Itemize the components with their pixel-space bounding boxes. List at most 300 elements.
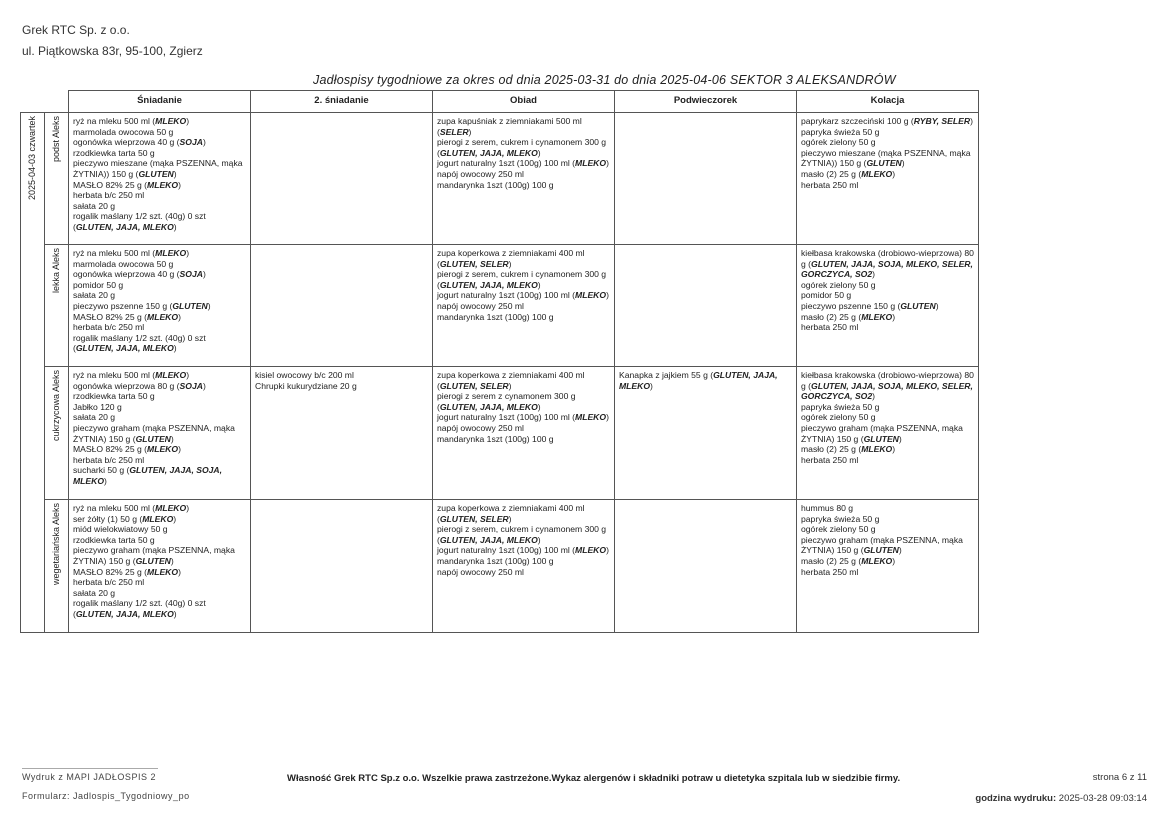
menu-item-text: herbata b/c 250 ml [73,454,145,465]
menu-item [801,370,974,402]
menu-item [73,116,246,127]
menu-item-text: mandarynka 1szt (100g) 100 g [437,433,554,444]
menu-item [801,180,974,191]
menu-item [437,503,610,524]
menu-item-close: ) [872,391,876,402]
menu-item-close: ) [170,433,174,444]
form-name: Formularz: Jadlospis_Tygodniowy_po [22,791,190,801]
menu-item [73,259,246,270]
menu-item-text: ogonówka wieprzowa 80 g ( [73,380,180,391]
meal-cell [69,500,251,633]
allergen-list: GLUTEN [863,433,899,444]
allergen-list: MLEKO [147,566,179,577]
menu-item [437,545,610,556]
menu-item-text: herbata 250 ml [801,454,859,465]
meal-cell [69,367,251,500]
meal-cell [433,113,615,245]
menu-item [73,201,246,212]
menu-item-close: ) [178,311,181,322]
allergen-list: MLEKO [142,513,174,524]
meal-cell [797,500,979,633]
menu-item-text: Jabłko 120 g [73,401,122,412]
menu-item-close: ) [186,116,190,126]
printout-source: Wydruk z MAPI JADŁOSPIS 2 [22,772,156,782]
allergen-list: GLUTEN [135,555,171,566]
menu-item [437,524,610,545]
menu-item-text: ogonówka wieprzowa 40 g ( [73,269,180,280]
allergen-list: SELER [439,126,469,137]
menu-item-text: ogórek zielony 50 g [801,412,876,423]
menu-item-close: ) [468,126,472,137]
menu-item [437,434,610,445]
menu-item [73,290,246,301]
allergen-list: MLEKO [147,311,179,322]
allergen-list: GLUTEN, JAJA, MLEKO [75,221,174,232]
meal-cell [251,367,433,500]
menu-item-text: Kanapka z jajkiem 55 g ( [619,370,714,380]
menu-item [437,423,610,434]
menu-item-text: pieczywo graham (mąka PSZENNA, mąka ŻYTNIA) 150 g ( [801,422,963,444]
menu-item [437,290,610,301]
print-time-value: 2025-03-28 09:03:14 [1058,793,1147,804]
menu-item-text: ryż na mleku 500 ml ( [73,370,156,380]
allergen-list: MLEKO [155,116,187,126]
allergen-list: GLUTEN, JAJA, SOJA, MLEKO, SELER, GORCZYCA, SO2 [801,380,973,402]
menu-item [73,370,246,381]
meal-cell [797,245,979,367]
menu-item [73,514,246,525]
menu-item-close: ) [537,534,541,545]
meal-cell [615,367,797,500]
menu-item-text: rzodkiewka tarta 50 g [73,147,155,158]
menu-item [73,535,246,546]
company-address: ul. Piątkowska 83r, 95-100, Zgierz [22,44,203,58]
menu-item [801,412,974,423]
menu-item-text: sucharki 50 g ( [73,465,130,476]
menu-item [801,423,974,444]
column-header: Śniadanie [69,91,251,113]
allergen-list: SOJA [179,380,203,391]
meal-cell [797,367,979,500]
menu-item-text: jogurt naturalny 1szt (100g) 100 ml ( [437,412,576,423]
menu-item-text: marmolada owocowa 50 g [73,126,174,137]
diet-name: lekka Aleks [51,248,62,294]
diet-name-cell [45,245,69,367]
company-name: Grek RTC Sp. z o.o. [22,23,130,37]
menu-item-text: zupa kapuśniak z ziemniakami 500 ml ( [437,116,582,137]
menu-item-text: miód wielokwiatowy 50 g [73,524,168,535]
menu-item [801,455,974,466]
menu-item [73,567,246,578]
menu-item-text: mandarynka 1szt (100g) 100 g [437,555,554,566]
menu-item-close: ) [935,300,939,311]
meal-cell [251,500,433,633]
menu-item-text: ogórek zielony 50 g [801,524,876,535]
allergen-list: SOJA [179,137,203,148]
menu-item-text: herbata b/c 250 ml [73,577,145,588]
menu-item [801,312,974,323]
menu-item-close: ) [606,545,609,556]
menu-item-text: napój owocowy 250 ml [437,168,524,179]
menu-item-close: ) [173,221,177,232]
menu-item-close: ) [508,513,512,524]
allergen-list: GLUTEN, JAJA, MLEKO [439,534,538,545]
column-header: Podwieczorek [615,91,797,113]
menu-item-text: pierogi z serem, cukrem i cynamonem 300 g ( [437,137,607,158]
allergen-list: GLUTEN [863,545,899,556]
menu-item-close: ) [650,380,653,391]
menu-item [255,370,428,381]
column-header: 2. śniadanie [251,91,433,113]
allergen-list: MLEKO [861,444,893,455]
menu-item-text: pieczywo mieszane (mąka PSZENNA, mąka ŻYTNIA)) 150 g ( [801,147,971,169]
menu-item-close: ) [202,137,206,148]
menu-item [801,127,974,138]
menu-item [73,211,246,232]
allergen-list: GLUTEN, JAJA, SOJA, MLEKO, SELER, GORCZYCA, SO2 [801,258,973,280]
menu-item [437,137,610,158]
allergen-list: GLUTEN [138,168,174,179]
menu-item [801,535,974,556]
menu-item [801,514,974,525]
allergen-list: MLEKO [861,555,893,566]
menu-item-close: ) [537,147,541,158]
menu-item-text: herbata 250 ml [801,566,859,577]
menu-item-text: ogórek zielony 50 g [801,279,876,290]
menu-item-text: herbata 250 ml [801,179,859,190]
menu-item [437,169,610,180]
header-blank-cell [21,91,69,113]
meal-cell [69,113,251,245]
menu-item-text: rzodkiewka tarta 50 g [73,534,155,545]
menu-item-close: ) [970,116,973,126]
menu-item-text: pomidor 50 g [801,290,852,301]
menu-item [437,158,610,169]
ownership-note: Własność Grek RTC Sp.z o.o. Wszelkie prawa zastrzeżone.Wykaz alergenów i składniki potraw u dietetyka szpitala lub w siedzibie firmy. [287,773,901,784]
menu-item [437,412,610,423]
menu-item [801,567,974,578]
menu-item [73,180,246,191]
menu-item-text: papryka świeża 50 g [801,126,880,137]
column-header: Obiad [433,91,615,113]
menu-item-text: mandarynka 1szt (100g) 100 g [437,179,554,190]
meal-cell [615,113,797,245]
allergen-list: GLUTEN [135,433,171,444]
menu-item [73,524,246,535]
menu-item [255,381,428,392]
menu-item [73,402,246,413]
menu-item-close: ) [173,168,177,179]
menu-item-close: ) [508,258,512,269]
menu-item [437,391,610,412]
menu-item-text: rogalik maślany 1/2 szt. (40g) 0 szt ( [73,332,206,354]
allergen-list: RYBY, SELER [913,116,971,126]
allergen-list: GLUTEN [866,158,902,169]
menu-item-close: ) [537,401,541,412]
menu-item-text: napój owocowy 250 ml [437,422,524,433]
menu-item-text: kiełbasa krakowska (drobiowo-wieprzowa) 80 g ( [801,248,974,269]
menu-item-text: kiełbasa krakowska (drobiowo-wieprzowa) 80 g ( [801,370,974,391]
menu-item [801,280,974,291]
meal-cell [69,245,251,367]
diet-name-cell [45,500,69,633]
page-title: Jadłospisy tygodniowe za okres od dnia 2025-03-31 do dnia 2025-04-06 SEKTOR 3 ALEKSANDRÓW [313,73,896,87]
allergen-list: GLUTEN [900,300,936,311]
meal-cell [251,245,433,367]
menu-item [73,503,246,514]
menu-item [801,402,974,413]
menu-item-close: ) [892,444,896,455]
allergen-list: GLUTEN, JAJA, SOJA, MLEKO [73,465,223,486]
menu-item-close: ) [898,545,902,556]
diet-name: cukrzycowa Aleks [51,370,62,442]
menu-item-text: sałata 20 g [73,587,116,598]
menu-item-text: kisiel owocowy b/c 200 ml [255,370,354,380]
allergen-list: GLUTEN, JAJA, MLEKO [439,401,538,412]
menu-item-close: ) [892,168,896,179]
menu-item [801,444,974,455]
menu-item-close: ) [892,311,896,322]
menu-item [73,444,246,455]
diet-name: podst Aleks [51,116,62,163]
menu-item-close: ) [202,380,206,391]
menu-item-text: napój owocowy 250 ml [437,566,524,577]
meal-cell [251,113,433,245]
menu-item-text: pieczywo pszenne 150 g ( [801,300,901,311]
menu-item [73,381,246,392]
menu-item-text: herbata b/c 250 ml [73,322,145,333]
menu-item [437,269,610,290]
allergen-list: MLEKO [155,370,187,380]
menu-item-text: pomidor 50 g [73,279,124,290]
allergen-list: GLUTEN, SELER [439,380,509,391]
meal-cell [433,500,615,633]
meal-cell [433,367,615,500]
menu-item [73,312,246,323]
allergen-list: SOJA [179,269,203,280]
menu-item [801,116,974,127]
menu-item [73,455,246,466]
allergen-list: MLEKO [155,503,187,513]
menu-item-text: ryż na mleku 500 ml ( [73,116,156,126]
menu-item [73,598,246,619]
menu-item-close: ) [872,269,876,280]
menu-item-close: ) [173,513,177,524]
menu-row [21,245,979,367]
menu-item [73,269,246,280]
menu-row [21,367,979,500]
allergen-list: MLEKO [861,168,893,179]
menu-item [619,370,792,391]
menu-item [801,248,974,280]
menu-item-text: Chrupki kukurydziane 20 g [255,380,357,391]
menu-item-text: pieczywo pszenne 150 g ( [73,300,173,311]
menu-item-text: ogonówka wieprzowa 40 g ( [73,137,180,148]
allergen-list: GLUTEN, JAJA, MLEKO [439,279,538,290]
menu-item [73,588,246,599]
menu-item [73,545,246,566]
menu-row [21,500,979,633]
menu-item [437,312,610,323]
menu-item [437,116,610,137]
menu-item-close: ) [901,158,905,169]
menu-item-text: masło (2) 25 g ( [801,555,862,566]
menu-item-text: rogalik maślany 1/2 szt. (40g) 0 szt ( [73,211,206,232]
menu-item-text: jogurt naturalny 1szt (100g) 100 ml ( [437,158,576,169]
diet-name: wegetariańska Aleks [51,503,62,586]
menu-item-text: napój owocowy 250 ml [437,300,524,311]
allergen-list: GLUTEN, JAJA, MLEKO [619,370,778,391]
menu-item-text: papryka świeża 50 g [801,401,880,412]
menu-item [73,333,246,354]
menu-item-close: ) [537,279,541,290]
menu-item [437,180,610,191]
menu-item-text: herbata b/c 250 ml [73,190,145,201]
column-header: Kolacja [797,91,979,113]
menu-item-text: hummus 80 g [801,503,854,513]
diet-name-cell [45,367,69,500]
menu-item-text: ryż na mleku 500 ml ( [73,503,156,513]
menu-item [73,577,246,588]
menu-item [801,169,974,180]
meal-cell [615,500,797,633]
menu-item [801,290,974,301]
menu-item-text: ogórek zielony 50 g [801,137,876,148]
menu-item-close: ) [173,608,177,619]
menu-item-text: zupa koperkowa z ziemniakami 400 ml ( [437,503,585,524]
menu-item-text: pierogi z serem z cynamonem 300 g ( [437,391,576,412]
menu-item-text: marmolada owocowa 50 g [73,258,174,269]
diet-name-cell [45,113,69,245]
menu-item [437,556,610,567]
menu-item-text: ryż na mleku 500 ml ( [73,248,156,258]
menu-item-text: pieczywo graham (mąka PSZENNA, mąka ŻYTNIA) 150 g ( [73,545,235,566]
menu-item [73,137,246,148]
menu-item [73,190,246,201]
menu-item [73,301,246,312]
menu-item-close: ) [186,370,190,380]
allergen-list: GLUTEN, SELER [439,513,509,524]
menu-item-text: sałata 20 g [73,290,116,301]
menu-item-text: mandarynka 1szt (100g) 100 g [437,311,554,322]
menu-item [801,148,974,169]
meal-cell [615,245,797,367]
menu-item [73,465,246,486]
menu-item-close: ) [104,475,107,486]
menu-item [73,322,246,333]
menu-item-text: rzodkiewka tarta 50 g [73,391,155,402]
page-number: strona 6 z 11 [1092,772,1147,783]
menu-item-text: MASŁO 82% 25 g ( [73,179,148,190]
menu-item-text: sałata 20 g [73,412,116,423]
weekly-menu-table [20,90,979,633]
menu-item [73,248,246,259]
allergen-list: GLUTEN, SELER [439,258,509,269]
allergen-list: MLEKO [155,248,187,258]
menu-item [801,556,974,567]
menu-item-text: rogalik maślany 1/2 szt. (40g) 0 szt ( [73,598,206,619]
menu-item-close: ) [606,290,609,301]
allergen-list: MLEKO [575,412,607,423]
menu-item-text: paprykarz szczeciński 100 g ( [801,116,914,126]
menu-item-text: MASŁO 82% 25 g ( [73,311,148,322]
menu-item [73,412,246,423]
menu-item-close: ) [178,179,181,190]
menu-item-text: pieczywo graham (mąka PSZENNA, mąka ŻYTNIA) 150 g ( [801,534,963,556]
table-header-row [21,91,979,113]
allergen-list: MLEKO [861,311,893,322]
menu-item-text: pieczywo graham (mąka PSZENNA, mąka ŻYTNIA) 150 g ( [73,422,235,444]
menu-item-text: zupa koperkowa z ziemniakami 400 ml ( [437,370,585,391]
menu-item [801,322,974,333]
allergen-list: MLEKO [147,444,179,455]
allergen-list: MLEKO [575,158,607,169]
menu-row [21,113,979,245]
menu-item-text: masło (2) 25 g ( [801,444,862,455]
menu-item [437,370,610,391]
menu-item-text: MASŁO 82% 25 g ( [73,444,148,455]
menu-item-text: masło (2) 25 g ( [801,311,862,322]
allergen-list: GLUTEN, JAJA, MLEKO [75,343,174,354]
menu-item-close: ) [892,555,896,566]
meal-cell [797,113,979,245]
menu-item-close: ) [178,444,181,455]
menu-item [73,158,246,179]
date-cell [21,113,45,633]
menu-item-close: ) [508,380,512,391]
menu-item-close: ) [178,566,181,577]
allergen-list: GLUTEN, JAJA, MLEKO [75,608,174,619]
menu-item-text: pieczywo mieszane (mąka PSZENNA, mąka ŻYTNIA)) 150 g ( [73,158,243,179]
allergen-list: GLUTEN [172,300,208,311]
footer-divider [22,768,158,769]
menu-item-close: ) [606,412,609,423]
menu-item-close: ) [186,503,190,513]
menu-item [73,391,246,402]
allergen-list: MLEKO [575,290,607,301]
menu-item-text: sałata 20 g [73,200,116,211]
menu-item-text: ser żółty (1) 50 g ( [73,513,143,524]
allergen-list: MLEKO [147,179,179,190]
print-time [975,793,1147,804]
menu-item-close: ) [173,343,177,354]
print-time-label: godzina wydruku: [975,793,1057,804]
menu-item [801,524,974,535]
menu-item-text: papryka świeża 50 g [801,513,880,524]
menu-item [437,567,610,578]
menu-item [73,280,246,291]
menu-item [801,301,974,312]
menu-item-text: pierogi z serem, cukrem i cynamonem 300 g ( [437,524,607,545]
menu-item [437,248,610,269]
allergen-list: GLUTEN, JAJA, MLEKO [439,147,538,158]
menu-item-close: ) [898,433,902,444]
menu-item-close: ) [186,248,190,258]
menu-item-text: jogurt naturalny 1szt (100g) 100 ml ( [437,290,576,301]
menu-item-text: masło (2) 25 g ( [801,168,862,179]
allergen-list: MLEKO [575,545,607,556]
menu-item-close: ) [207,300,211,311]
date-label: 2025-04-03 czwartek [27,116,38,201]
meal-cell [433,245,615,367]
menu-item [73,148,246,159]
menu-item [801,503,974,514]
menu-item [437,301,610,312]
menu-item-text: MASŁO 82% 25 g ( [73,566,148,577]
menu-item [73,127,246,138]
menu-item-close: ) [606,158,609,169]
menu-item-text: herbata 250 ml [801,322,859,333]
